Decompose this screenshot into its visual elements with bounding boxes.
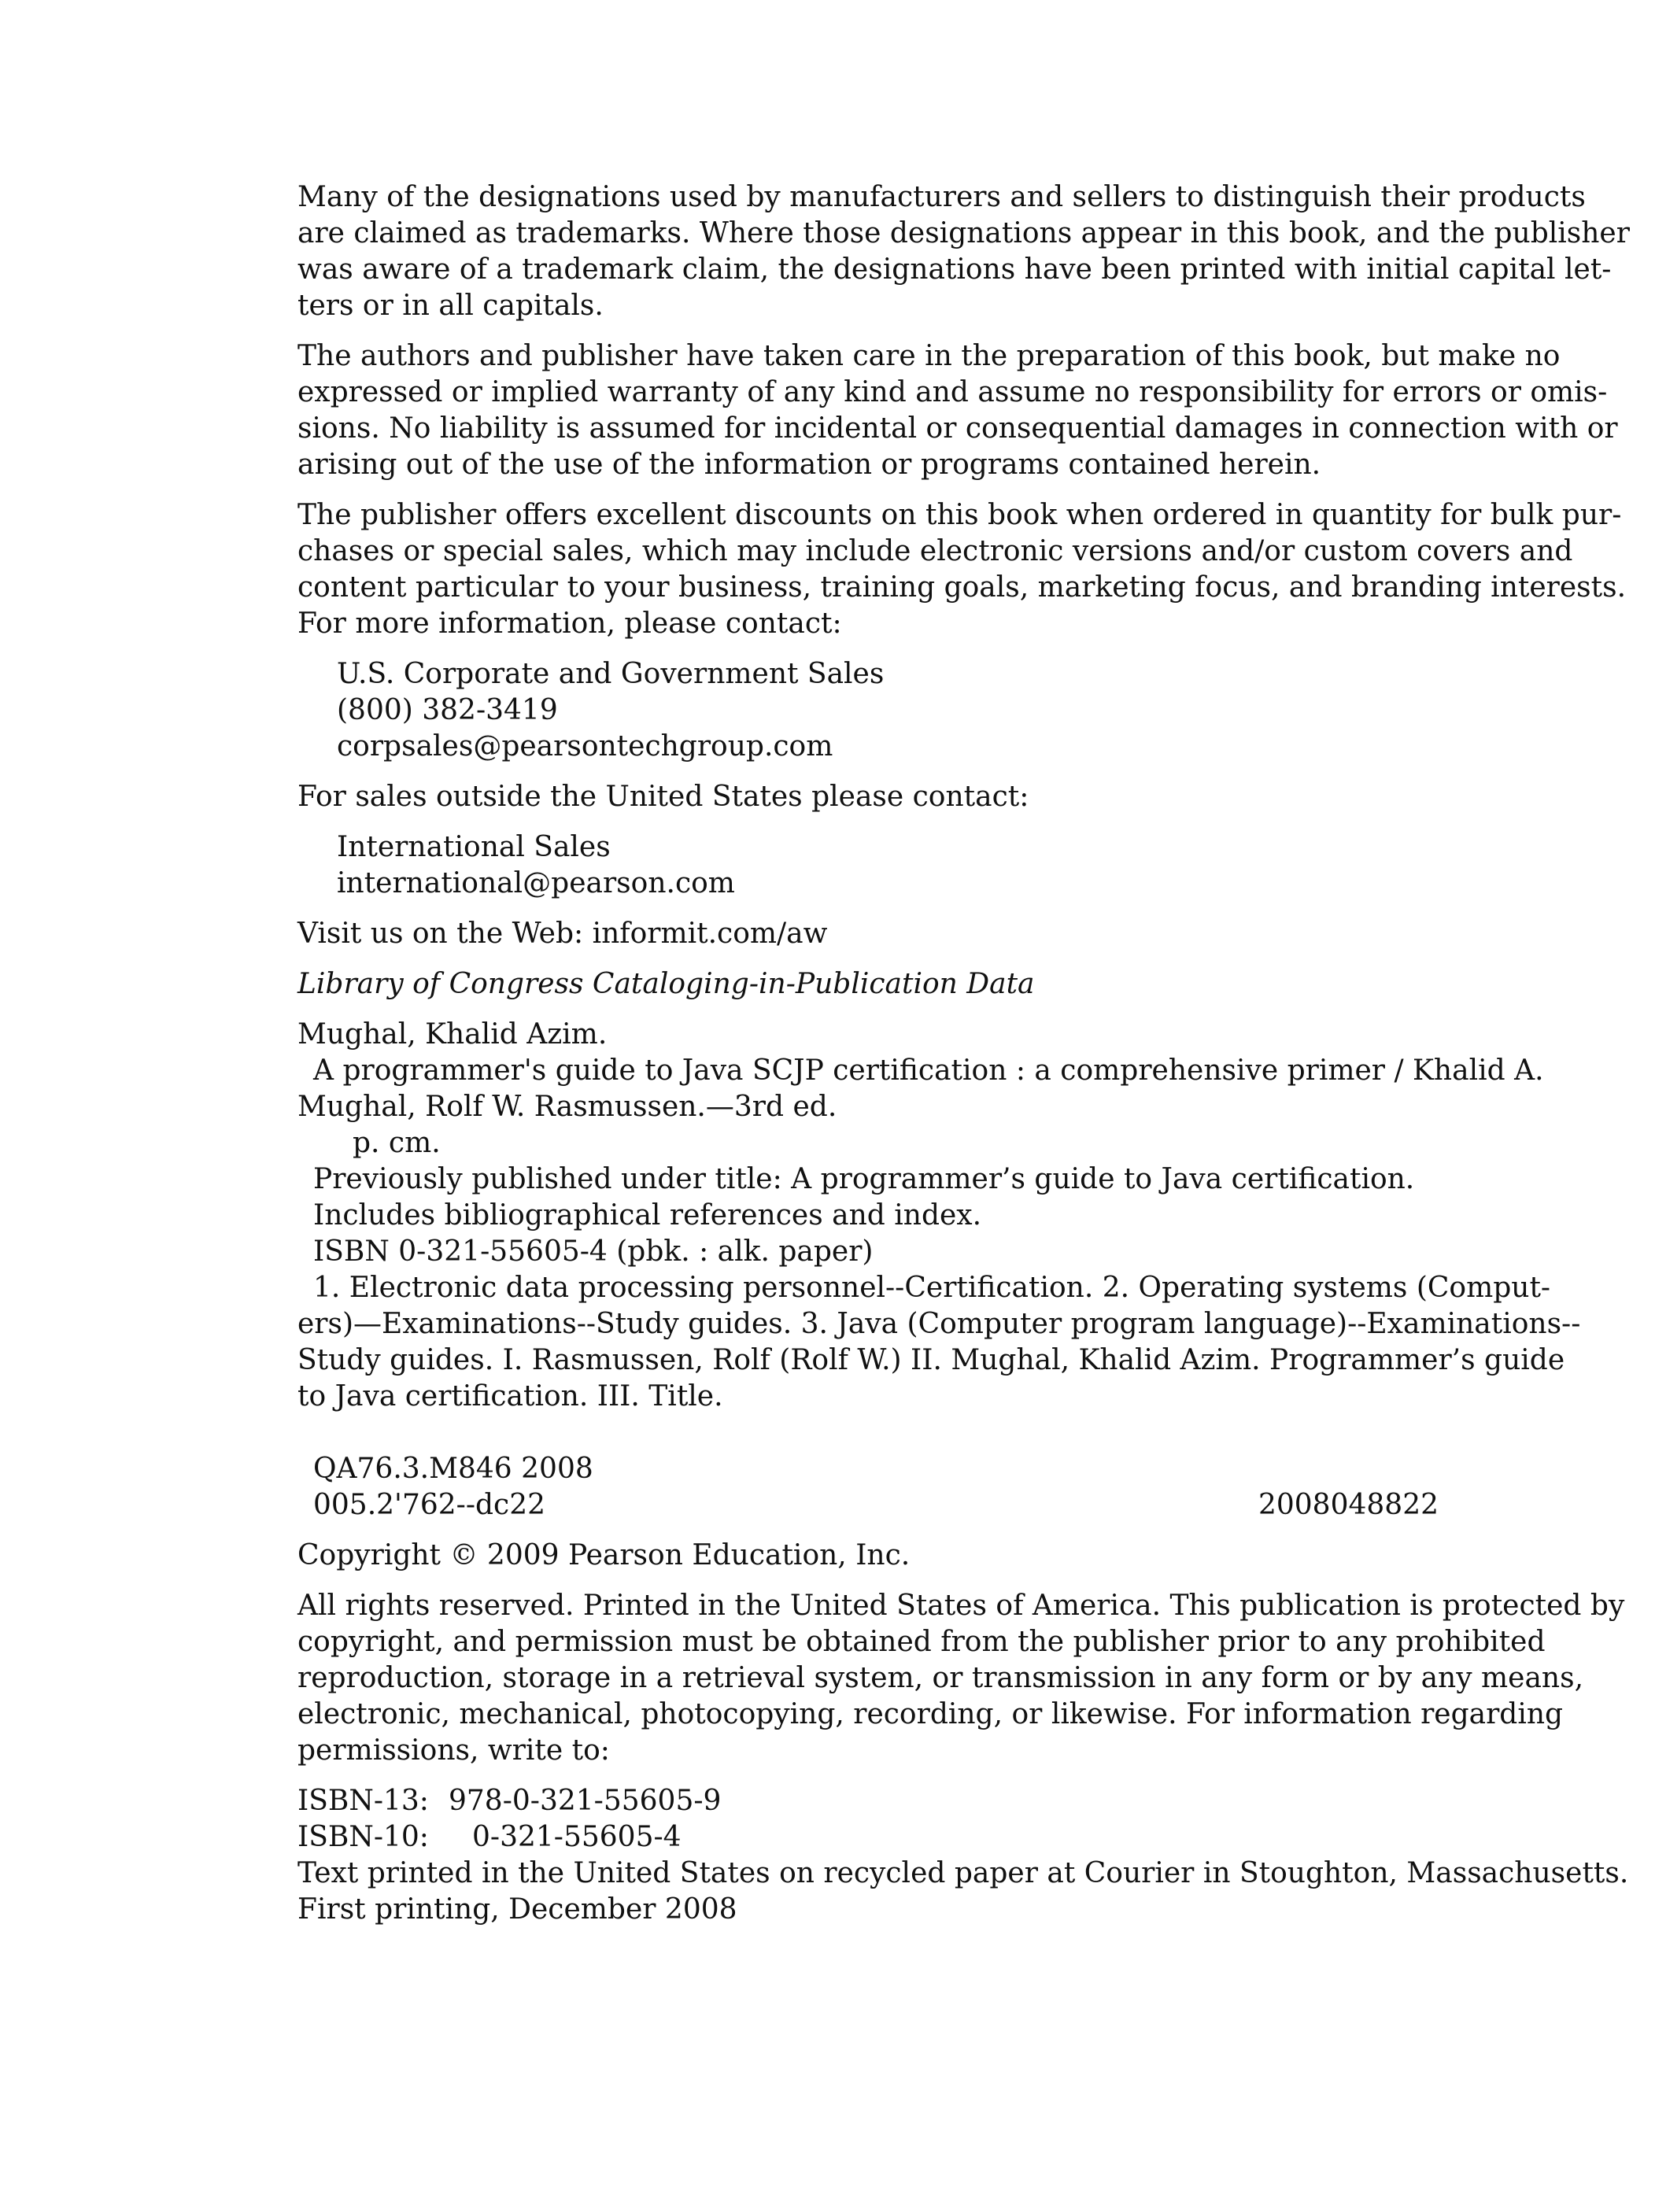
us-sales-email: corpsales@pearsontechgroup.com (337, 730, 833, 763)
cip-subject-line: 1. Electronic data processing personnel--Certification. 2. Operating systems (Comput- (313, 1272, 1551, 1304)
page-body (297, 179, 1630, 1942)
isbn-block (297, 1783, 1629, 1928)
trademark-paragraph (297, 179, 1630, 324)
rights-line: electronic, mechanical, photocopying, recording, or likewise. For information regarding (297, 1698, 1564, 1730)
rights-line: reproduction, storage in a retrieval system, or transmission in any form or by any means, (297, 1662, 1584, 1694)
cip-heading-text: Library of Congress Cataloging-in-Publication Data (297, 968, 1035, 1000)
us-sales-name: U.S. Corporate and Government Sales (337, 658, 885, 690)
cip-record (297, 1017, 1581, 1523)
warranty-line: The authors and publisher have taken care in the preparation of this book, but make no (297, 340, 1561, 372)
cip-dewey: 005.2'762--dc22 (313, 1489, 546, 1521)
isbn10-value: 0-321-55605-4 (472, 1821, 682, 1853)
cip-includes: Includes bibliographical references and index. (313, 1199, 982, 1232)
isbn10-row (297, 1819, 1486, 1856)
warranty-line: sions. No liability is assumed for incidental or consequential damages in connection with or (297, 412, 1618, 445)
warranty-paragraph (297, 338, 1618, 483)
intl-sales-contact (297, 829, 1486, 902)
us-sales-phone: (800) 382-3419 (337, 694, 558, 726)
cip-subject-line: to Java certification. III. Title. (297, 1380, 723, 1413)
trademark-line: ters or in all capitals. (297, 290, 604, 322)
copyright-line (297, 1538, 1486, 1574)
cip-author: Mughal, Khalid Azim. (297, 1018, 608, 1051)
rights-line: copyright, and permission must be obtained from the publisher prior to any prohibited (297, 1626, 1546, 1658)
isbn13-value: 978-0-321-55605-9 (449, 1785, 722, 1817)
warranty-line: expressed or implied warranty of any kind and assume no responsibility for errors or omis- (297, 376, 1608, 408)
trademark-line: are claimed as trademarks. Where those designations appear in this book, and the publisher (297, 217, 1630, 249)
discounts-paragraph (297, 497, 1627, 642)
cip-subject-line: ers)—Examinations--Study guides. 3. Java (Computer program language)--Examinations-- (297, 1308, 1581, 1340)
cip-lccn: 2008048822 (1258, 1489, 1439, 1521)
intl-intro (297, 779, 1486, 815)
cip-previously: Previously published under title: A programmer’s guide to Java certification. (313, 1163, 1415, 1195)
rights-line: permissions, write to: (297, 1734, 610, 1767)
web-text: Visit us on the Web: informit.com/aw (297, 918, 828, 950)
rights-line: All rights reserved. Printed in the United States of America. This publication is protected by (297, 1590, 1625, 1622)
cip-subject-line: Study guides. I. Rasmussen, Rolf (Rolf W.) II. Mughal, Khalid Azim. Programmer’s guide (297, 1344, 1565, 1376)
cip-isbn: ISBN 0-321-55605-4 (pbk. : alk. paper) (313, 1235, 874, 1268)
rights-paragraph (297, 1588, 1625, 1769)
discounts-line: content particular to your business, training goals, marketing focus, and branding interests. (297, 571, 1627, 604)
discounts-line: The publisher offers excellent discounts on this book when ordered in quantity for bulk pur- (297, 499, 1622, 531)
us-sales-contact (297, 656, 1486, 765)
printing-recycled: Text printed in the United States on recycled paper at Courier in Stoughton, Massachusetts. (297, 1857, 1629, 1889)
intl-sales-email: international@pearson.com (337, 867, 735, 899)
discounts-line: For more information, please contact: (297, 607, 842, 640)
trademark-line: was aware of a trademark claim, the designations have been printed with initial capital let- (297, 253, 1612, 286)
cip-title-line: Mughal, Rolf W. Rasmussen.—3rd ed. (297, 1091, 837, 1123)
printing-first: First printing, December 2008 (297, 1893, 737, 1926)
intl-intro-text: For sales outside the United States please contact: (297, 781, 1029, 813)
cip-lc-class: QA76.3.M846 2008 (313, 1453, 593, 1485)
cip-dewey-row (297, 1487, 1439, 1523)
copyright-text: Copyright © 2009 Pearson Education, Inc. (297, 1539, 911, 1571)
isbn10-label: ISBN-10: (297, 1821, 429, 1853)
web-line (297, 916, 1486, 952)
cip-heading (297, 966, 1486, 1003)
isbn13-row (297, 1783, 1486, 1819)
isbn13-label: ISBN-13: (297, 1785, 429, 1817)
trademark-line: Many of the designations used by manufacturers and sellers to distinguish their products (297, 181, 1586, 213)
discounts-line: chases or special sales, which may include electronic versions and/or custom covers and (297, 535, 1573, 567)
cip-title-line: A programmer's guide to Java SCJP certification : a comprehensive primer / Khalid A. (313, 1054, 1544, 1087)
warranty-line: arising out of the use of the information or programs contained herein. (297, 449, 1321, 481)
cip-pcm: p. cm. (353, 1127, 441, 1159)
intl-sales-name: International Sales (337, 831, 611, 863)
